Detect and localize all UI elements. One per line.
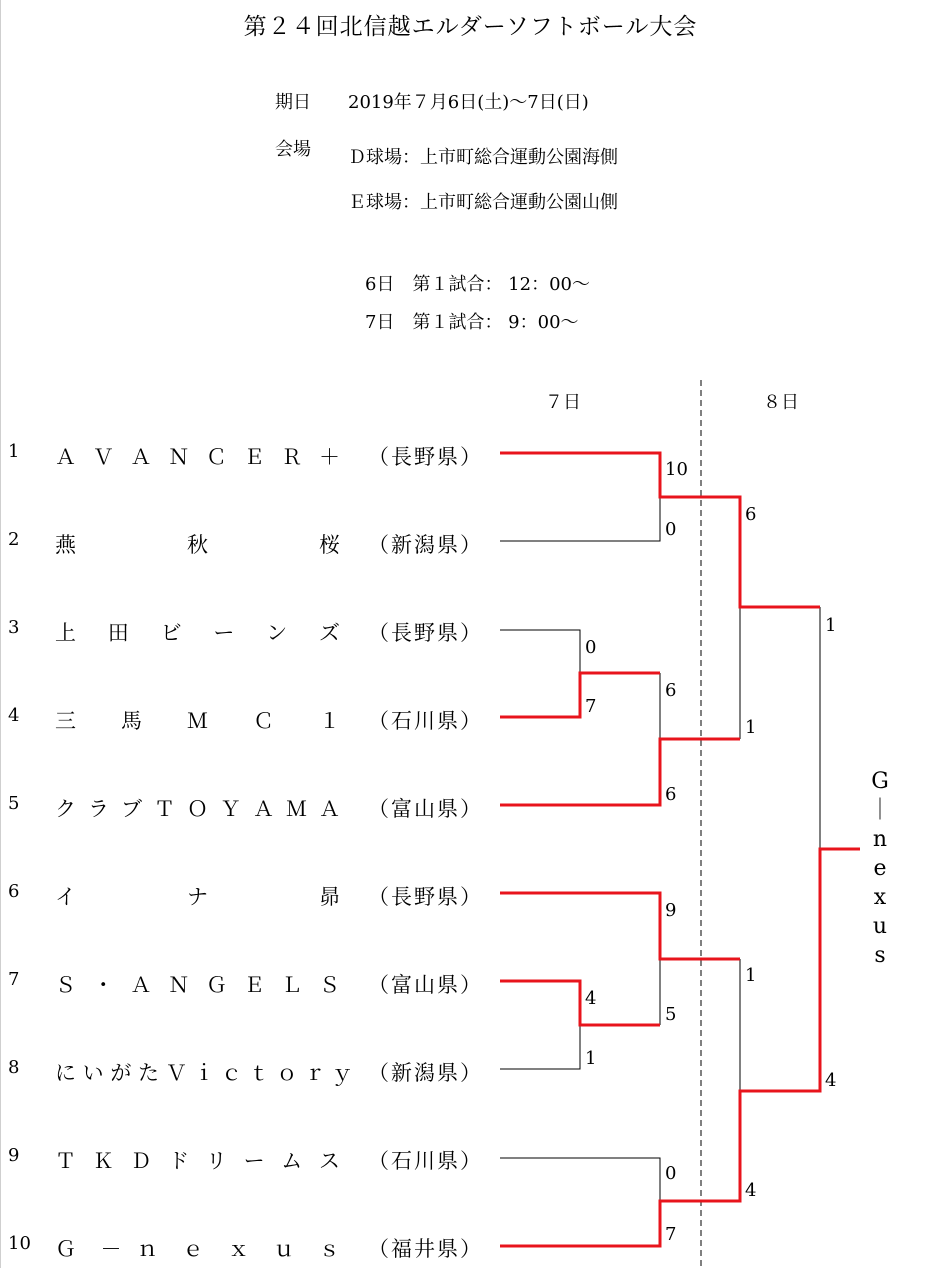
team-name: Ａ Ｖ Ａ Ｎ Ｃ Ｅ Ｒ ＋ — [55, 445, 340, 469]
bracket-line — [500, 1025, 580, 1069]
score-label: 9 — [665, 900, 677, 921]
date-label: 期日 — [275, 92, 311, 113]
score-label: 4 — [585, 988, 597, 1009]
bracket-line — [500, 673, 660, 717]
venue-d: Ｄ球場：上市町総合運動公園海側 — [348, 147, 618, 168]
seed-number: 1 — [8, 441, 20, 462]
champion-char: e — [873, 856, 887, 881]
team-prefecture: （富山県） — [368, 797, 483, 821]
score-label: 1 — [745, 717, 757, 738]
bracket-line — [500, 1158, 660, 1201]
champion-char: s — [874, 943, 886, 968]
day-label-first: ７日 — [545, 392, 581, 413]
score-label: 0 — [585, 637, 597, 658]
bracket-line — [500, 739, 740, 805]
champion-char: x — [873, 885, 887, 910]
team-name: 三 馬 Ｍ Ｃ １ — [55, 709, 340, 733]
team-prefecture: （長野県） — [368, 445, 483, 469]
seed-number: 5 — [8, 793, 20, 814]
team-name: イ ナ 昴 — [55, 885, 340, 909]
score-label: 4 — [745, 1180, 757, 1201]
venue-label: 会場 — [275, 139, 311, 160]
team-name: Ｇ － ｎ ｅ ｘ ｕ ｓ — [55, 1237, 340, 1261]
page-title: 第２４回北信越エルダーソフトボール大会 — [243, 14, 698, 40]
loser-paths — [500, 497, 820, 1201]
score-label: 0 — [665, 519, 677, 540]
seed-number: 6 — [8, 881, 20, 902]
bracket-line — [500, 497, 660, 541]
score-label: 4 — [825, 1070, 837, 1091]
score-label: 1 — [825, 615, 837, 636]
day7-start: 7日 第１試合： 9：00～ — [365, 312, 579, 333]
team-name: に い が た Ｖ ｉ ｃ ｔ ｏ ｒ ｙ — [55, 1061, 353, 1085]
seed-number: 9 — [8, 1145, 20, 1166]
score-label: 5 — [665, 1004, 677, 1025]
team-prefecture: （富山県） — [368, 973, 483, 997]
score-label: 6 — [665, 784, 677, 805]
seed-number: 8 — [8, 1057, 20, 1078]
score-label: 10 — [665, 459, 688, 480]
team-name: ク ラ ブ Ｔ Ｏ Ｙ Ａ Ｍ Ａ — [55, 797, 340, 821]
team-prefecture: （長野県） — [368, 885, 483, 909]
score-label: 1 — [745, 965, 757, 986]
score-label: 0 — [665, 1163, 677, 1184]
score-label: 7 — [585, 696, 597, 717]
seed-number: 3 — [8, 617, 20, 638]
team-name: Ｓ ・ Ａ Ｎ Ｇ Ｅ Ｌ Ｓ — [55, 973, 340, 997]
date-value: 2019年７月6日(土)～7日(日) — [348, 92, 589, 113]
bracket-line — [500, 893, 740, 959]
team-prefecture: （石川県） — [368, 1149, 483, 1173]
score-label: 6 — [665, 680, 677, 701]
venue-e: Ｅ球場：上市町総合運動公園山側 — [348, 192, 618, 213]
team-prefecture: （新潟県） — [368, 533, 483, 557]
team-name: 燕 秋 桜 — [55, 533, 340, 557]
day6-start: 6日 第１試合： 12：00～ — [365, 274, 590, 295]
seed-number: 2 — [8, 529, 20, 550]
team-name: Ｔ Ｋ Ｄ ド リ ー ム ス — [55, 1149, 340, 1173]
team-prefecture: （石川県） — [368, 709, 483, 733]
score-label: 7 — [665, 1224, 677, 1245]
seed-number: 4 — [8, 705, 20, 726]
champion-char: ｜ — [868, 798, 891, 823]
team-prefecture: （新潟県） — [368, 1061, 483, 1085]
bracket-line — [500, 849, 860, 1246]
score-label: 6 — [745, 504, 757, 525]
team-prefecture: （福井県） — [368, 1237, 483, 1261]
seed-number: 10 — [8, 1233, 31, 1254]
team-name: 上 田 ビ ー ン ズ — [55, 621, 340, 645]
winner-paths — [500, 453, 860, 1246]
bracket-line — [500, 630, 580, 717]
score-label: 1 — [585, 1048, 597, 1069]
seed-number: 7 — [8, 969, 20, 990]
team-prefecture: （長野県） — [368, 621, 483, 645]
day-label-second: ８日 — [763, 392, 799, 413]
champion-name — [860, 767, 900, 970]
champion-char: n — [872, 827, 888, 852]
bracket-line — [500, 981, 660, 1025]
champion-char: u — [872, 914, 888, 939]
champion-char: G — [871, 769, 889, 794]
